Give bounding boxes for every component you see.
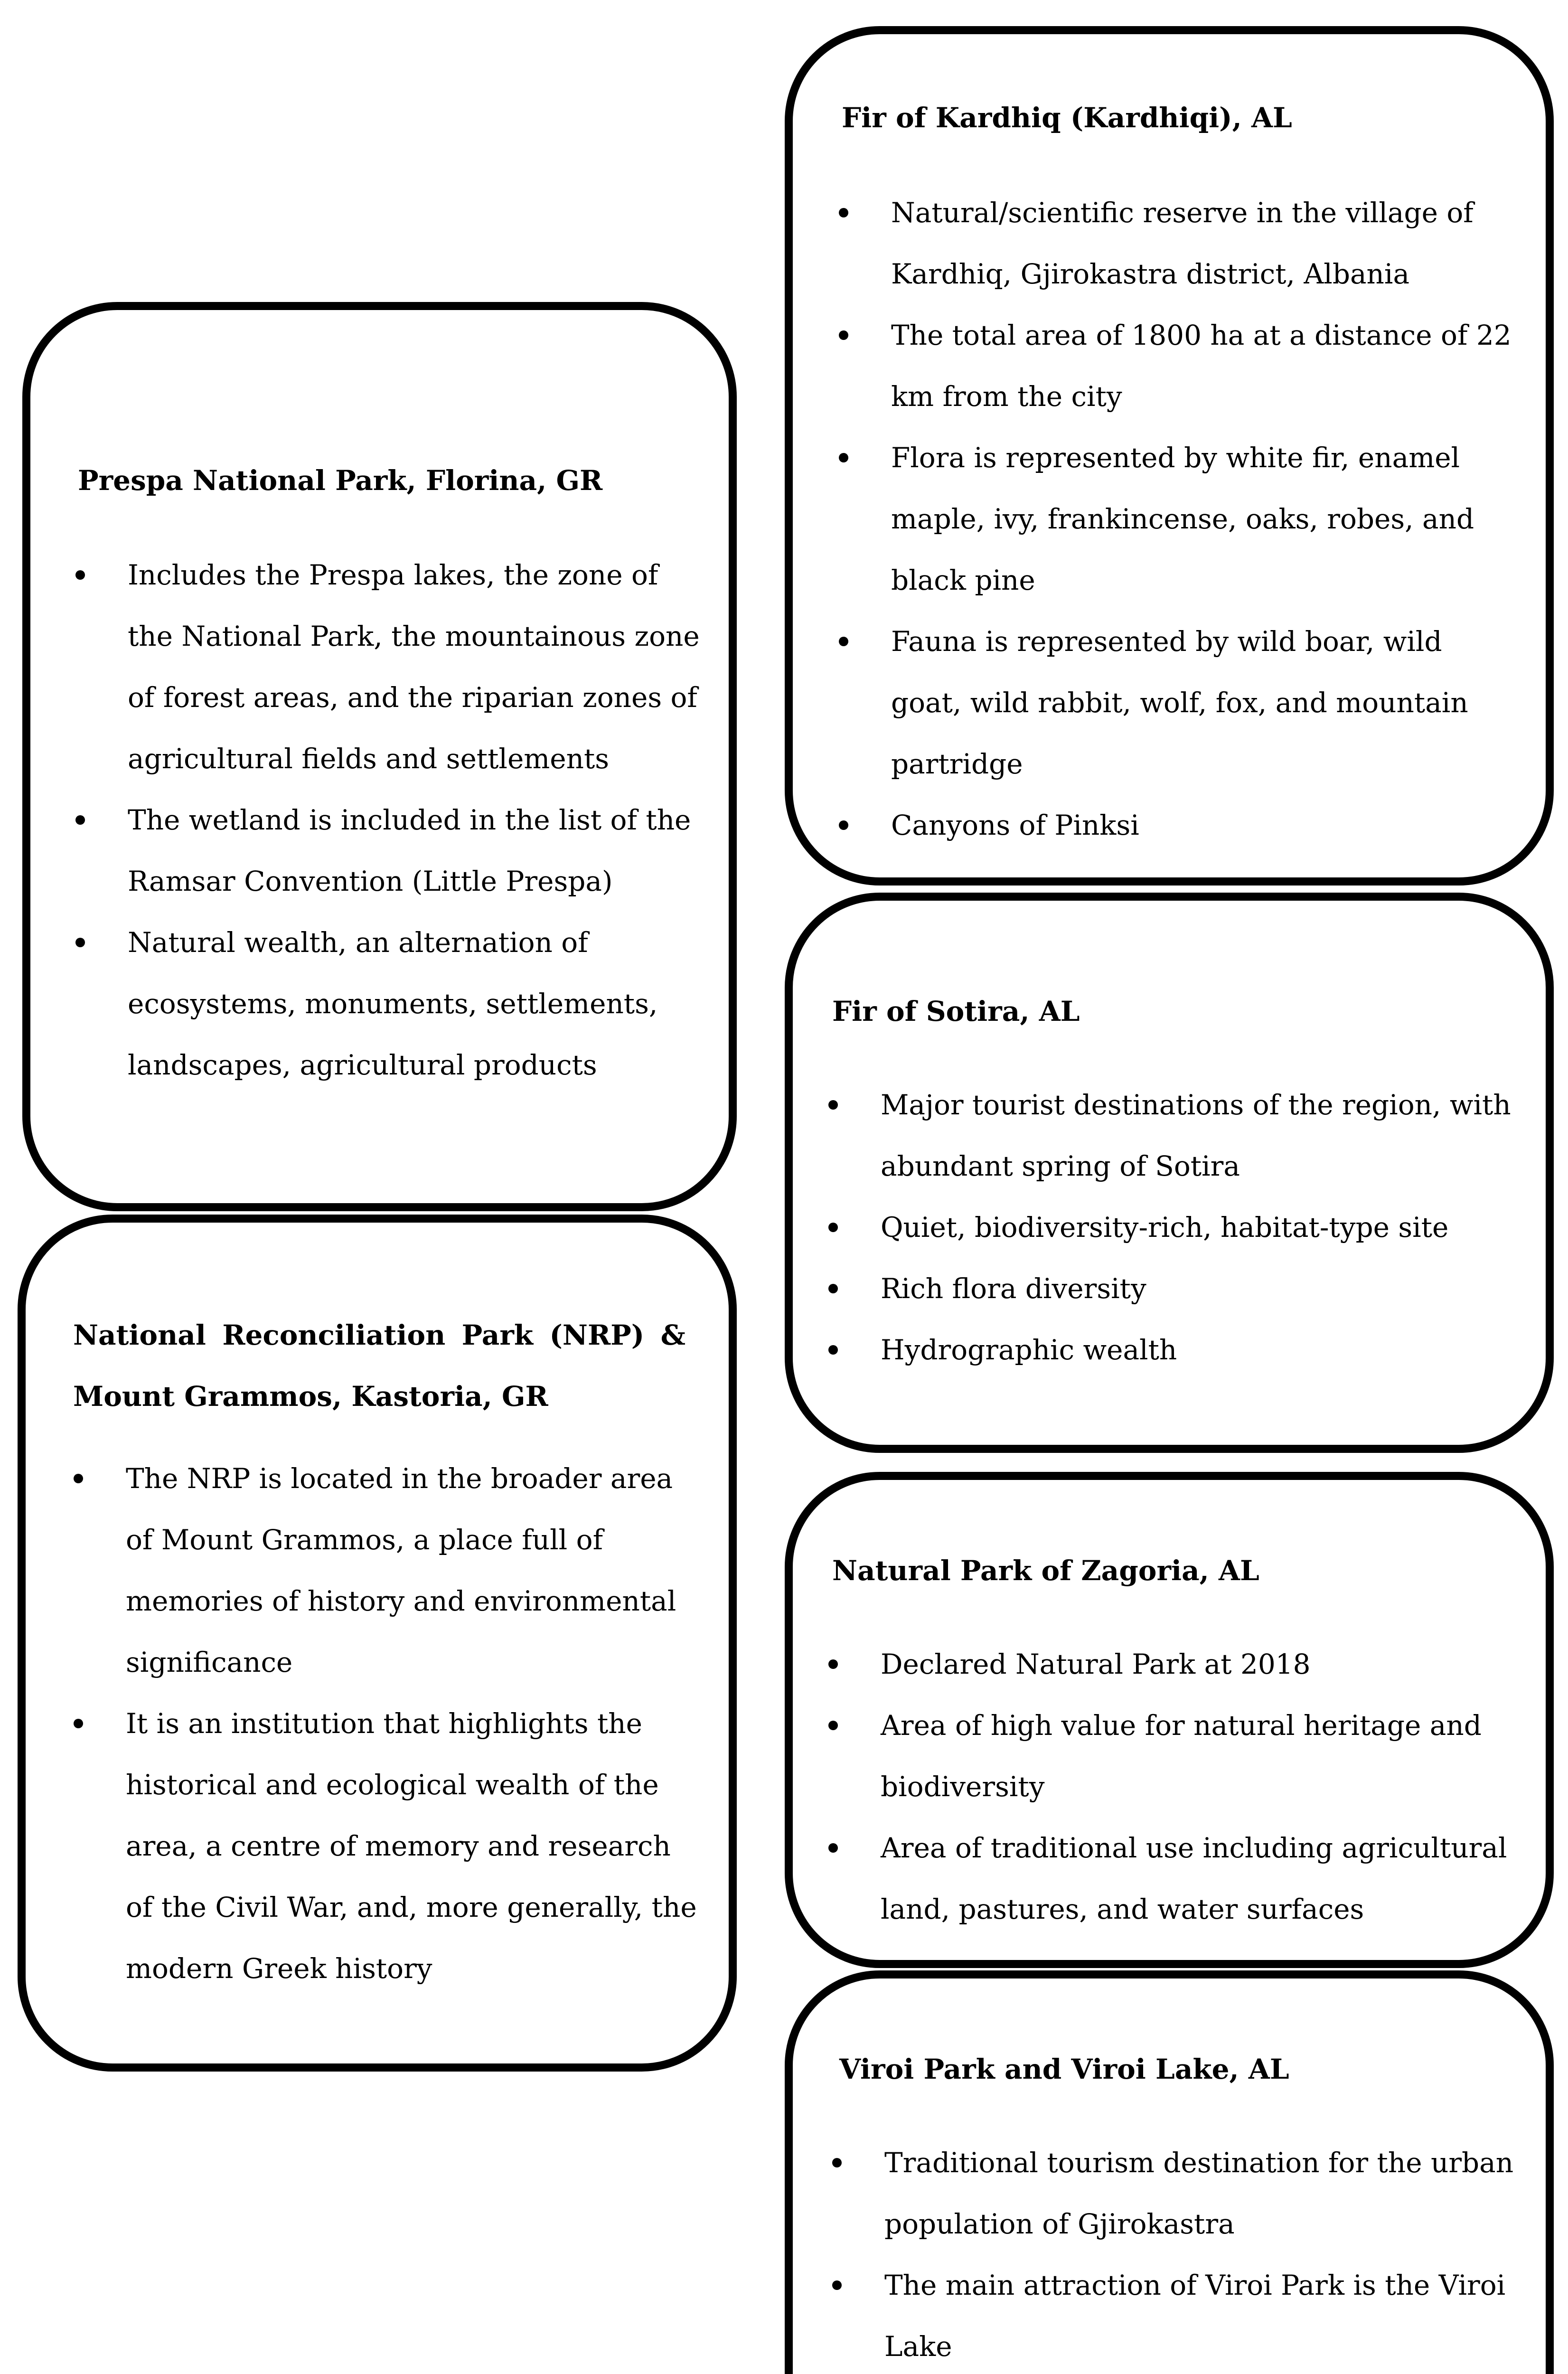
card-prespa-national-park [22, 302, 737, 1211]
card-fir-of-kardhiq [785, 26, 1554, 886]
bullet-list [839, 182, 1513, 856]
bullet-icon [74, 1719, 83, 1728]
bullet-icon [828, 1843, 838, 1853]
bullet-list [74, 1448, 700, 1999]
list-item: Canyons of Pinksi [839, 795, 1513, 856]
card-title [73, 1305, 685, 1366]
bullet-icon [832, 2280, 842, 2290]
list-item: Fauna is represented by wild boar, wild goat, wild rabbit, wolf, fox, and mountain partridge [839, 611, 1513, 795]
list-item: Area of high value for natural heritage and biodiversity [828, 1695, 1517, 1818]
list-item: The total area of 1800 ha at a distance of 22 km from the city [839, 305, 1513, 427]
bullet-list [75, 545, 707, 1096]
bullet-icon [832, 2158, 842, 2167]
bullet-icon [839, 208, 848, 217]
list-item: It is an institution that highlights the historical and ecological wealth of the area, a centre of memory and research of the Civil War, and, more generally, the modern Greek history [74, 1693, 700, 1999]
bullet-icon [839, 820, 848, 830]
list-item: Traditional tourism destination for the urban population of Gjirokastra [832, 2132, 1521, 2255]
bullet-icon [75, 570, 85, 580]
bullet-list [828, 1634, 1517, 1940]
bullet-icon [828, 1345, 838, 1355]
list-item: Flora is represented by white fir, enamel maple, ivy, frankincense, oaks, robes, and black pine [839, 427, 1513, 611]
list-item: Natural/scientific reserve in the village of Kardhiq, Gjirokastra district, Albania [839, 182, 1513, 305]
card-fir-of-sotira [785, 893, 1554, 1453]
list-item: The NRP is located in the broader area of Mount Grammos, a place full of memories of history and environmental significance [74, 1448, 700, 1693]
card-title: Fir of Kardhiq (Kardhiqi), AL [842, 102, 1292, 134]
card-viroi-park [785, 1970, 1554, 2374]
list-item: Rich flora diversity [828, 1258, 1517, 1319]
bullet-icon [839, 453, 848, 462]
list-item: Hydrographic wealth [828, 1319, 1517, 1381]
card-title: Prespa National Park, Florina, GR [78, 464, 603, 497]
bullet-icon [828, 1721, 838, 1730]
bullet-icon [839, 330, 848, 340]
card-title: Fir of Sotira, AL [832, 995, 1080, 1027]
bullet-icon [75, 815, 85, 825]
bullet-list [832, 2132, 1521, 2374]
bullet-icon [828, 1100, 838, 1110]
list-item: Quiet, biodiversity-rich, habitat-type site [828, 1197, 1517, 1258]
card-title: Viroi Park and Viroi Lake, AL [839, 2053, 1289, 2085]
bullet-icon [828, 1659, 838, 1669]
bullet-icon [75, 938, 85, 947]
card-title-line: National Reconciliation Park (NRP) & [73, 1319, 685, 1351]
list-item: Natural wealth, an alternation of ecosystems, monuments, settlements, landscapes, agricultural products [75, 912, 707, 1096]
list-item: Major tourist destinations of the region, with abundant spring of Sotira [828, 1074, 1517, 1197]
card-title-continued: Mount Grammos, Kastoria, GR [73, 1380, 548, 1413]
bullet-icon [839, 637, 848, 646]
card-natural-park-of-zagoria [785, 1472, 1554, 1968]
list-item: Includes the Prespa lakes, the zone of the National Park, the mountainous zone of forest areas, and the riparian zones of agricultural fields and settlements [75, 545, 707, 790]
list-item: The wetland is included in the list of the Ramsar Convention (Little Prespa) [75, 790, 707, 912]
list-item: The main attraction of Viroi Park is the Viroi Lake [832, 2255, 1521, 2374]
bullet-list [828, 1074, 1517, 1381]
card-title: Natural Park of Zagoria, AL [832, 1554, 1259, 1587]
bullet-icon [74, 1474, 83, 1483]
list-item: Area of traditional use including agricultural land, pastures, and water surfaces [828, 1818, 1517, 1940]
bullet-icon [828, 1284, 838, 1293]
list-item: Declared Natural Park at 2018 [828, 1634, 1517, 1695]
bullet-icon [828, 1223, 838, 1232]
card-national-reconciliation-park [18, 1215, 737, 2072]
